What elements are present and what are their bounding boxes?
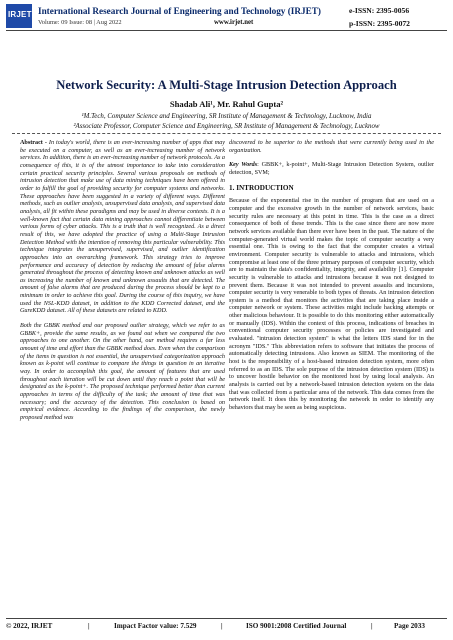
footer-separator: | — [221, 622, 223, 630]
footer-divider — [6, 618, 447, 619]
affiliation-1: ¹M.Tech, Computer Science and Engineering, SR Institute of Management & Technology, Lucknow, India — [81, 113, 372, 120]
paper-title: Network Security: A Multi-Stage Intrusion Detection Approach — [56, 78, 397, 92]
paper-authors: Shadab Ali¹, Mr. Rahul Gupta² — [169, 99, 284, 109]
footer-iso: ISO 9001:2008 Certified Journal — [246, 622, 347, 630]
journal-title: International Research Journal of Engineering and Technology (IRJET) — [38, 6, 321, 16]
section-heading-introduction: 1. INTRODUCTION — [229, 183, 294, 192]
left-column — [20, 140, 225, 430]
pissn: p-ISSN: 2395-0072 — [349, 19, 410, 28]
abstract-paragraph-3: discovered to be superior to the methods that were currently being used in the organization. — [229, 140, 434, 154]
abstract-paragraph-1 — [20, 140, 225, 316]
footer-impact-factor: Impact Factor value: 7.529 — [114, 622, 197, 630]
footer-separator: | — [88, 622, 90, 630]
journal-url[interactable]: www.irjet.net — [214, 19, 254, 26]
keywords-text: : GBBK+, k-point+, Multi-Stage Intrusion Detection System, outlier detection, SVM; — [229, 162, 434, 176]
keywords-heading: Key Words — [229, 162, 258, 169]
header-divider — [6, 30, 447, 31]
right-column — [229, 140, 434, 420]
logo-text: IRJET — [8, 10, 32, 19]
section-separator — [12, 133, 441, 134]
abstract-text-1: In today's world, there is an ever-increasing number of apps that may be executed on a computer, as well as an ever-increasing number of network services. In addition, there is an ever-increasing number of network protocols. As a consequence of this, it is of the utmost importance to take into consideration certain practical security principles. Several various proposals on methods of intrusion detection that make use of data mining techniques have been offered in order to fulfill the goal of providing security for computer systems and networks. These approaches have been suggested in a variety of different ways. Different methods, such as outlier analysis, unsupervised data analysis, and supervised data analysis, all fit within these paradigms and may be used in diverse contexts. It is a well-known fact that certain data mining approaches cannot differentiate between various forms of cyber attacks. This is a truth that is well recognized. As a direct result of this, we have adopted the practice of using a Multi-Stage Intrusion Detection Method with the intention of removing this particular vulnerability. This technique integrates the unsupervised, supervised, and outlier identification approaches into an overarching framework. This strategy tries to improve performance and accuracy of detection by reducing the amount of false alarms generated throughout the process of detecting known and unknown attacks as well as increasing the number of known and unknown assaults that are detected. The amount of false alarms that are produced during the process should be kept to a minimum in order to achieve this goal. During the course of this inquiry, we have used the NSL-KDD dataset, in addition to the KDD Corrected dataset, and the GureKDD dataset. All of these datasets are related to KDD. — [20, 140, 225, 315]
introduction-text: Because of the exponential rise in the number of program that are used on a computer and the excessive growth in the number of network services, basic security rules are necessary at this point in time. This is the case as a direct consequence of both of these trends. This is the case since there are now more network services available than there ever have been in the past. The nature of the computer-generated virtual world makes the topic of computer security a very essential one. This is owing to the fact that the computer creates a virtual environment. Computer security is vulnerable to attacks and intrusions, which compromise at least one of the three primary purposes of computer security, which are to maintain the data's confidentiality, integrity, and availability [1]. Computer security is vulnerable to attacks and intrusions because it was not designed to prevent them. Because it was not intended to prevent assaults and incursions, computer security is very venerable to both types of threats. An intrusion detection system is a method that monitors the activities that are taking place inside a computer network or system. These activities might include hacking attempts or other malicious behaviour. It is possible to do this monitoring either automatically or manually (IDS). Within the context of this process, indications of breaches in conventional computer security processes or policies are investigated and evaluated. "intrusion detection system" is what the letters IDS stand for in the acronym "IDS." This abbreviation refers to software that initiates the process of automatically detecting intrusions. Also known as SIEM. The monitoring of the host is the responsibility of a host-based intrusion detection system, more often referred to as an IDS. The sole purpose of the intrusion detection system (IDS) is to uncover hostile behavior on the monitored host by using local analysis. An analysis is carried out by a network-based intrusion detection system on the data that was collected from a particular area of the network. This data comes from the network itself. It does this by monitoring the network in order to identify any behaviors that may be seen as being suspicious. — [229, 198, 434, 411]
eissn: e-ISSN: 2395-0056 — [349, 6, 410, 15]
footer-separator: | — [371, 622, 373, 630]
affiliation-2: ²Associate Professor, Computer Science and Engineering, SR Institute of Management & Technology, Lucknow — [73, 123, 380, 130]
abstract-paragraph-2: Both the GBBK method and our proposed outlier strategy, which we refer to as GBBK+, provide the same results, as we found out when we compared the two approaches to one another. On the other hand, our method requires a far less amount of time and effort than the GBBK method does. Even when the comparison of the items in question is not essential, the unsupervised categorization approach known as k-point will continue to compare the things in question in an iterative way. In order to accomplish this goal, the amount of features that are used throughout each iteration will be cut down until they reach a point that will be designated as the k-point+. The proposed technique performed better than current approaches in terms of the difficulty of the task; the amount of time that was necessary; and the accuracy of the detection. This conclusion is based on empirical evidence. According to the findings of the comparison, the newly proposed method was — [20, 323, 225, 421]
journal-header — [0, 0, 453, 32]
keywords — [229, 162, 434, 177]
journal-logo — [6, 4, 32, 28]
footer-page-number: Page 2033 — [394, 622, 425, 630]
abstract-heading: Abstract - — [20, 140, 49, 146]
volume-issue: Volume: 09 Issue: 08 | Aug 2022 — [38, 19, 122, 26]
footer-copyright: © 2022, IRJET — [6, 622, 53, 630]
